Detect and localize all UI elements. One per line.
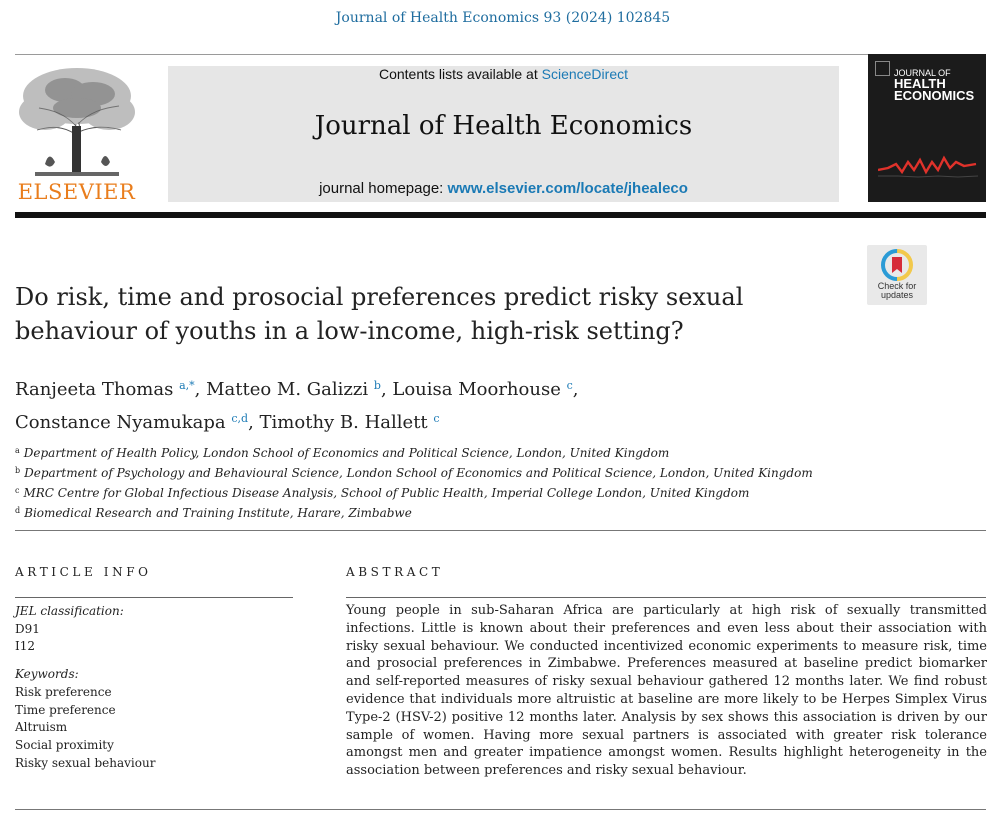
keyword-item: Social proximity [15, 737, 114, 752]
journal-citation-link[interactable]: Journal of Health Economics 93 (2024) 102845 [335, 10, 671, 26]
author-affiliation-marker[interactable]: c [433, 412, 440, 425]
cover-title-line2: HEALTH [894, 76, 946, 91]
article-title-line2: behaviour of youths in a low-income, high-risk setting? [15, 317, 684, 345]
check-for-updates-line1: Check for [877, 281, 917, 291]
author-separator: , [572, 379, 579, 400]
article-info-heading: ARTICLE INFO [15, 565, 152, 579]
affiliation-text: MRC Centre for Global Infectious Disease Analysis, School of Public Health, Imperial College London, United Kingdom [23, 486, 750, 500]
elsevier-wordmark: ELSEVIER [17, 180, 136, 204]
footer-divider [15, 809, 986, 810]
affiliation-key: c [15, 486, 20, 495]
keyword-item: Risk preference [15, 684, 112, 699]
affiliation-item [15, 442, 915, 462]
affiliation-key: a [15, 446, 20, 455]
affiliation-key: d [15, 506, 21, 515]
article-title [15, 280, 845, 348]
affiliation-key: b [15, 466, 21, 475]
article-title-line1: Do risk, time and prosocial preferences predict risky sexual [15, 283, 744, 311]
cover-elsevier-mini-logo [875, 61, 890, 76]
check-for-updates-line2: updates [880, 290, 914, 300]
keywords-label: Keywords: [15, 667, 79, 682]
author-affiliation-marker[interactable]: c [566, 379, 573, 392]
author-list [15, 371, 915, 437]
cover-zigzag-graphic [878, 106, 978, 186]
masthead-thick-divider [15, 212, 986, 218]
affiliation-text: Biomedical Research and Training Institute, Harare, Zimbabwe [24, 506, 412, 520]
jel-code: I12 [15, 639, 36, 654]
keyword-item: Time preference [15, 702, 116, 717]
author-affiliation-marker[interactable]: c,d [231, 412, 249, 425]
elsevier-tree-icon [15, 64, 138, 176]
journal-masthead [168, 66, 839, 202]
author-separator: , [380, 379, 393, 400]
journal-homepage-line [168, 180, 839, 197]
abstract-text: Young people in sub-Saharan Africa are particularly at high risk of sexually transmitted infections. Little is known about their preferences and even less about their association with risky sexual behaviour. We conducted incentivized economic experiments to measure risk, time and prosocial preferences in Zimbabwe. Preferences measured at baseline predict biomarker and self-reported measures of risky sexual behaviour gathered 12 months later. We find robust evidence that individuals more altruistic at baseline are more likely to be Herpes Simplex Virus Type-2 (HSV-2) positive 12 months later. Analysis by sex shows this association is driven by our sample of women. Having more sexual partners is associated with greater risk tolerance amongst men and greater impatience amongst women. Results highlight heterogeneity in the association between preferences and risky sexual behaviour. [346, 603, 987, 779]
check-for-updates-label [867, 282, 927, 300]
abstract-heading: ABSTRACT [346, 565, 444, 579]
contents-availability-line [168, 66, 839, 82]
affiliation-text: Department of Psychology and Behavioural Science, London School of Economics and Political Science, London, United Kingdom [24, 466, 813, 480]
abstract-divider [346, 597, 986, 598]
article-info-divider [15, 597, 293, 598]
author-separator: , [194, 379, 207, 400]
author-affiliation-marker[interactable]: b [373, 379, 381, 392]
cover-title-line1: JOURNAL OF [894, 68, 951, 78]
affiliation-text: Department of Health Policy, London School of Economics and Political Science, London, United Kingdom [23, 446, 670, 460]
author-name[interactable]: Timothy B. Hallett [259, 412, 428, 433]
author-name[interactable]: Matteo M. Galizzi [206, 379, 369, 400]
journal-cover-thumbnail[interactable] [868, 54, 986, 202]
author-line1 [15, 371, 915, 404]
cover-title-line3: ECONOMICS [894, 88, 975, 103]
keyword-item: Altruism [15, 720, 68, 735]
author-line2 [15, 404, 915, 437]
check-for-updates-button[interactable] [867, 245, 927, 305]
author-name[interactable]: Constance Nyamukapa [15, 412, 226, 433]
crossmark-icon [881, 249, 913, 281]
header-divider [15, 54, 986, 55]
author-affiliation-marker[interactable]: a,* [179, 379, 195, 392]
author-name[interactable]: Louisa Moorhouse [392, 379, 561, 400]
homepage-prefix: journal homepage: [319, 180, 448, 197]
journal-homepage-link[interactable]: www.elsevier.com/locate/jhealeco [447, 180, 688, 197]
jel-code: D91 [15, 621, 40, 636]
affiliation-item [15, 482, 915, 502]
article-info-panel [15, 603, 295, 772]
jel-classification-label: JEL classification: [15, 604, 124, 618]
cover-title [894, 68, 984, 102]
affiliation-item [15, 462, 915, 482]
journal-title: Journal of Health Economics [314, 111, 693, 141]
author-separator: , [248, 412, 260, 433]
contents-prefix: Contents lists available at [378, 66, 542, 82]
affiliation-item [15, 502, 915, 522]
section-divider [15, 530, 986, 531]
keyword-item: Risky sexual behaviour [15, 755, 156, 770]
sciencedirect-link[interactable]: ScienceDirect [541, 66, 628, 82]
affiliation-list [15, 442, 915, 522]
elsevier-logo[interactable] [15, 64, 138, 204]
author-name[interactable]: Ranjeeta Thomas [15, 379, 174, 400]
